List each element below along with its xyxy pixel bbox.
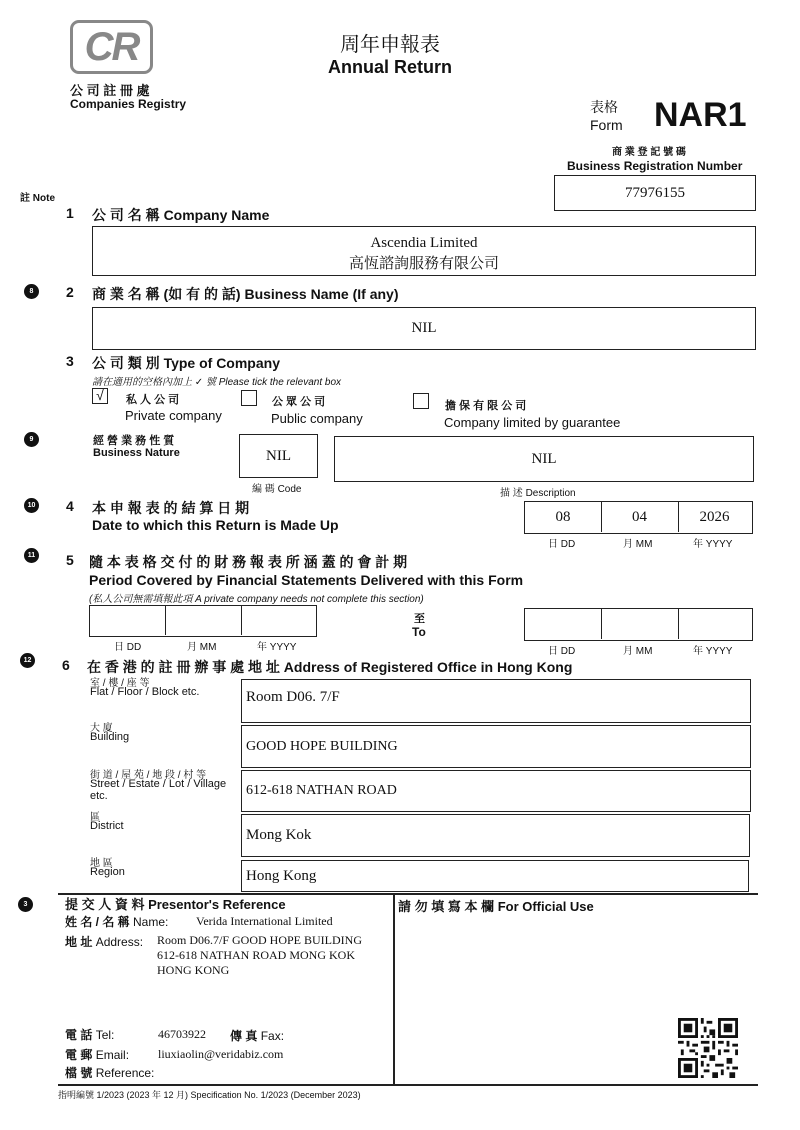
s5-note-zh: (私人公司無需填報此項 [89,594,193,605]
code-label-zh: 編 碼 [252,484,275,495]
flat-label-en: Flat / Floor / Block etc. [90,686,200,698]
s3-instruction-zh: 請在適用的空格內加上 ✓ 號 [92,377,216,388]
form-label-en: Form [590,117,623,133]
period-to-year[interactable] [678,609,751,639]
s4-label-en: Date to which this Return is Made Up [92,517,339,533]
business-nature-label-zh: 經 營 業 務 性 質 [93,435,175,447]
presenter-tel-row [65,1026,114,1043]
s2-number: 2 [66,284,74,300]
registry-name-en: Companies Registry [70,97,187,111]
brn-value: 77976155 [625,184,685,201]
presenter-address-label-en: Address: [95,935,144,949]
presenter-tel-value: 46703922 [158,1027,206,1041]
business-nature-code-field[interactable] [239,434,318,478]
presenter-fax-label-zh: 傳 真 [230,1029,258,1043]
presenter-tel-label-zh: 電 話 [65,1028,93,1042]
made-up-date-field [524,501,753,534]
s4-label-zh: 本 申 報 表 的 結 算 日 期 [92,500,250,516]
period-to-dd-label: 日 DD [548,646,576,657]
building-field[interactable] [241,725,751,768]
presenter-address-row [65,933,143,950]
s3-instruction [92,373,341,388]
s3-label [92,353,280,373]
flat-field[interactable] [241,679,751,723]
note-bullet-8: 8 [24,284,39,299]
made-up-year[interactable]: 2026 [699,508,730,525]
presenter-address-line-2: 612-618 NATHAN ROAD MONG KOK [157,948,355,962]
s2-label [92,284,399,304]
presenter-fax-label-en: Fax: [260,1029,285,1043]
bottom-panel-bottom-rule [58,1084,758,1086]
district-label-zh: 區 [90,812,100,823]
business-nature-code-value: NIL [266,447,291,464]
official-use-title-zh: 請 勿 填 寫 本 欄 [398,899,495,914]
presenter-email-value: liuxiaolin@veridabiz.com [158,1047,284,1061]
to-label-zh: 至 [414,613,425,625]
period-to-day[interactable] [525,609,602,639]
s3-label-zh: 公 司 類 別 [92,355,160,371]
private-company-label-en: Private company [125,408,222,423]
region-label-en: Region [90,866,125,878]
presenter-email-row [65,1046,129,1063]
guarantee-company-label-en: Company limited by guarantee [444,415,621,430]
presenter-address-line-1: Room D06.7/F GOOD HOPE BUILDING [157,933,363,947]
presenter-fax-row [230,1027,284,1044]
presenter-tel-label-en: Tel: [95,1028,115,1042]
company-name-en: Ascendia Limited [370,235,478,251]
brn-label-zh: 商 業 登 記 號 碼 [612,147,686,158]
business-name-value: NIL [411,320,437,336]
description-label-zh: 描 述 [500,488,523,499]
building-label-zh: 大 廈 [90,723,113,734]
flat-label-zh: 室 / 樓 / 座 等 [90,678,150,689]
public-company-checkbox[interactable] [241,390,257,406]
presenter-email-label-en: Email: [95,1048,130,1062]
brn-field[interactable] [554,175,756,211]
s3-instruction-en: Please tick the relevant box [218,377,342,388]
business-nature-code-label [252,480,301,495]
form-label-zh: 表格 [590,99,618,115]
note-bullet-9: 9 [24,432,39,447]
presenter-reference-row [65,1064,154,1081]
note-label: 註 Note [20,193,55,204]
region-label-zh: 地 區 [90,858,113,869]
s5-label-zh: 隨 本 表 格 交 付 的 財 務 報 表 所 涵 蓋 的 會 計 期 [89,554,408,570]
note-bullet-11: 11 [24,548,39,563]
street-label-zh: 街 道 / 屋 苑 / 地 段 / 村 等 [90,770,207,781]
qr-code [678,1018,738,1078]
made-up-day[interactable]: 08 [525,502,602,532]
form-code: NAR1 [654,96,747,134]
official-use-title-en: For Official Use [497,899,594,914]
street-label-en: Street / Estate / Lot / Village etc. [90,778,227,802]
private-company-label-zh: 私 人 公 司 [126,394,180,406]
presenter-reference-label-en: Reference: [95,1066,155,1080]
presenter-name-row [65,913,168,930]
made-up-yyyy-label: 年 YYYY [693,539,733,550]
note-bullet-10: 10 [24,498,39,513]
note-bullet-3: 3 [18,897,33,912]
presenter-name-label-zh: 姓 名 / 名 稱 [65,915,130,929]
period-from-yyyy-label: 年 YYYY [257,642,297,653]
period-to-yyyy-label: 年 YYYY [693,646,733,657]
presenter-address-line-3: HONG KONG [157,963,230,977]
made-up-mm-label: 月 MM [623,539,653,550]
description-label-en: Description [525,488,576,499]
cr-logo-text: CR [84,24,139,69]
period-to-mm-label: 月 MM [623,646,653,657]
business-name-field[interactable] [92,307,756,350]
company-name-field[interactable] [92,226,756,276]
business-nature-description-value: NIL [531,450,557,467]
business-nature-label-en: Business Nature [93,447,180,459]
district-value: Mong Kok [246,827,312,843]
period-from-date-field [89,605,317,637]
title-zh: 周年申報表 [340,34,440,56]
s6-label [87,657,572,677]
s1-label [92,205,269,225]
period-from-month[interactable] [165,606,242,635]
made-up-month[interactable]: 04 [601,502,679,532]
period-to-date-field [524,608,753,641]
s1-label-zh: 公 司 名 稱 [92,207,160,223]
presenter-address-label-zh: 地 址 [65,935,93,949]
public-company-label-zh: 公 眾 公 司 [272,396,326,408]
region-field[interactable] [241,860,749,892]
street-field[interactable] [241,770,751,812]
district-field[interactable] [241,814,750,857]
s4-number: 4 [66,498,74,514]
building-value: GOOD HOPE BUILDING [246,738,398,754]
private-company-checkbox[interactable]: √ [92,388,108,404]
to-label-en: To [412,625,426,639]
s5-number: 5 [66,552,74,568]
s6-label-en: Address of Registered Office in Hong Kong [283,659,573,675]
period-from-mm-label: 月 MM [187,642,217,653]
presenter-reference-label-zh: 檔 號 [65,1066,93,1080]
brn-label-en: Business Registration Number [567,159,743,173]
guarantee-company-label-zh: 擔 保 有 限 公 司 [445,400,527,412]
street-value: 612-618 NATHAN ROAD [246,783,397,798]
company-name-zh: 高恆諮詢服務有限公司 [348,256,499,272]
presenter-title [65,894,286,913]
note-bullet-12: 12 [20,653,35,668]
period-to-month[interactable] [601,609,679,639]
presenter-title-en: Presentor's Reference [148,897,286,912]
s2-label-en: Business Name (If any) [244,286,399,302]
registry-name-zh: 公 司 註 冊 處 [70,83,150,98]
official-use-title [398,896,594,915]
presenter-name-label-en: Name: [133,915,169,929]
s5-label-en: Period Covered by Financial Statements Delivered with this Form [89,572,524,588]
cr-logo [70,20,153,74]
business-nature-description-label [500,484,576,499]
district-label-en: District [90,820,124,832]
presenter-email-label-zh: 電 郵 [65,1048,93,1062]
period-from-year[interactable] [241,606,315,635]
s1-label-en: Company Name [163,207,270,223]
period-from-day[interactable] [90,606,166,635]
s1-number: 1 [66,205,74,221]
s5-note-en: A private company needs not complete this section) [195,594,424,605]
flat-value: Room D06. 7/F [246,689,340,705]
public-company-label-en: Public company [271,411,363,426]
presenter-address-value [157,933,362,978]
guarantee-company-checkbox[interactable] [413,393,429,409]
region-value: Hong Kong [246,867,317,884]
bottom-panel-divider [393,893,395,1085]
business-nature-description-field[interactable] [334,436,754,482]
presenter-title-zh: 提 交 人 資 料 [65,897,145,912]
s3-label-en: Type of Company [163,355,280,371]
s2-label-zh: 商 業 名 稱 (如 有 的 話) [92,286,241,302]
s6-label-zh: 在 香 港 的 註 冊 辦 事 處 地 址 [87,659,280,675]
s3-number: 3 [66,353,74,369]
footer-specification: 指明編號 1/2023 (2023 年 12 月) Specification No. 1/2023 (December 2023) [58,1090,361,1100]
building-label-en: Building [90,731,130,743]
presenter-name-value: Verida International Limited [196,914,333,928]
made-up-dd-label: 日 DD [548,539,576,550]
period-from-dd-label: 日 DD [114,642,142,653]
s5-note [89,590,424,605]
code-label-en: Code [277,484,302,495]
s6-number: 6 [62,657,70,673]
title-en: Annual Return [328,57,452,77]
